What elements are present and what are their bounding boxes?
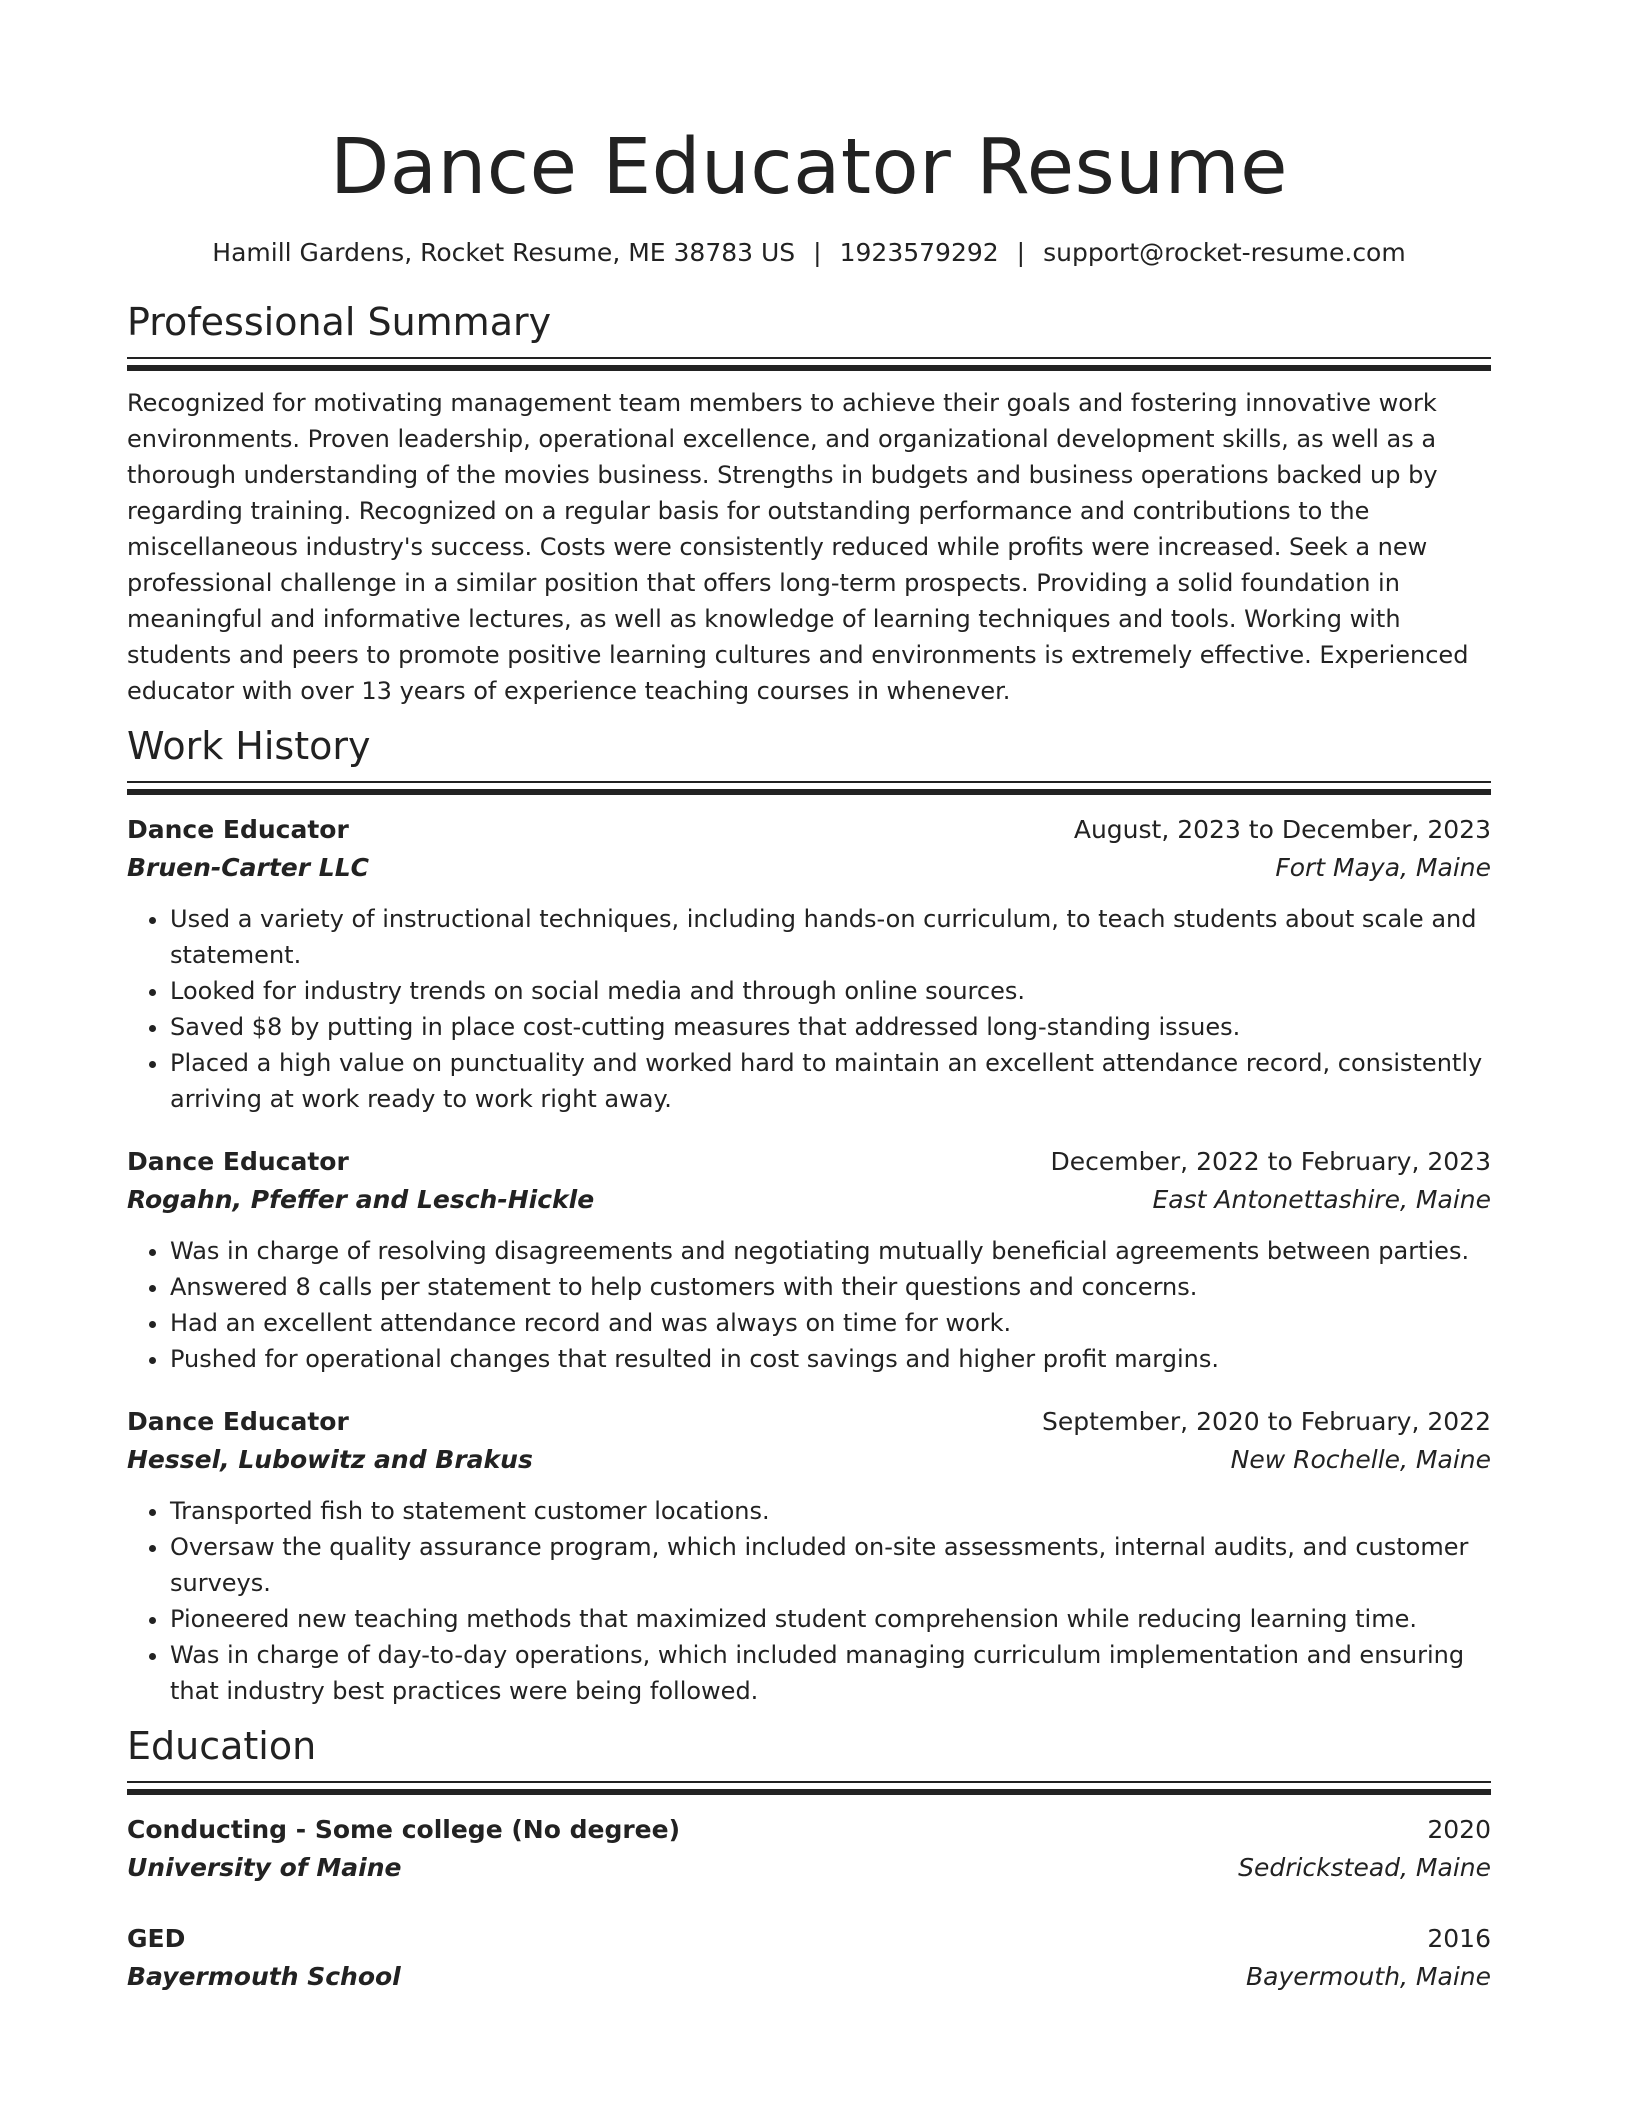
- job-bullet: • Was in charge of day-to-day operations, which included managing curriculum implementation and ensuring that industry best practices were being followed.: [170, 1637, 1491, 1709]
- education-location: Sedrickstead, Maine: [1238, 1853, 1491, 1882]
- contact-phone: 1923579292: [839, 238, 999, 267]
- job-company: Rogahn, Pfeffer and Lesch-Hickle: [127, 1185, 595, 1214]
- job-header: [127, 1143, 1491, 1181]
- job-subheader: [127, 1181, 1491, 1219]
- education-degree: Conducting - Some college (No degree): [127, 1815, 681, 1844]
- summary-text: Recognized for motivating management team members to achieve their goals and fostering innovative work environments. Proven leadership, operational excellence, and organizational development skills, as well as a thorough understanding of the movies business. Strengths in budgets and business operations backed up by regarding training. Recognized on a regular basis for outstanding performance and contributions to the miscellaneous industry's success. Costs were consistently reduced while profits were increased. Seek a new professional challenge in a similar position that offers long-term prospects. Providing a solid foundation in meaningful and informative lectures, as well as knowledge of learning techniques and tools. Working with students and peers to promote positive learning cultures and environments is extremely effective. Experienced educator with over 13 years of experience teaching courses in whenever.: [127, 389, 1469, 705]
- job-bullet: • Saved $8 by putting in place cost-cutting measures that addressed long-standing issues.: [170, 1009, 1491, 1045]
- contact-email[interactable]: support@rocket-resume.com: [1043, 238, 1406, 267]
- contact-separator: |: [813, 238, 822, 267]
- job-bullet: • Oversaw the quality assurance program, which included on-site assessments, internal audits, and customer surveys.: [170, 1529, 1491, 1601]
- job-bullet: • Was in charge of resolving disagreements and negotiating mutually beneficial agreements between parties.: [170, 1233, 1491, 1269]
- education-school: University of Maine: [127, 1853, 402, 1882]
- education-school: Bayermouth School: [127, 1962, 401, 1991]
- education-year: 2020: [1427, 1815, 1491, 1844]
- summary-section: [127, 297, 1491, 709]
- section-heading-work-history: Work History: [127, 724, 371, 768]
- job-bullet: • Placed a high value on punctuality and worked hard to maintain an excellent attendance record, consistently arriving at work ready to work right away.: [170, 1045, 1491, 1117]
- resume-page: [127, 0, 1491, 1996]
- job-bullet: • Pushed for operational changes that resulted in cost savings and higher profit margins.: [170, 1341, 1491, 1377]
- education-location: Bayermouth, Maine: [1245, 1962, 1491, 1991]
- job-role: Dance Educator: [127, 1147, 349, 1176]
- job-location: East Antonettashire, Maine: [1152, 1185, 1491, 1214]
- job-company: Bruen-Carter LLC: [127, 853, 370, 882]
- education-entry: [127, 1920, 1491, 1996]
- job-dates: August, 2023 to December, 2023: [1073, 815, 1491, 844]
- job-header: [127, 1403, 1491, 1441]
- job-bullets: [127, 1233, 1491, 1377]
- job-bullet: • Pioneered new teaching methods that maximized student comprehension while reducing learning time.: [170, 1601, 1491, 1637]
- job-role: Dance Educator: [127, 815, 349, 844]
- section-divider: [127, 1781, 1491, 1795]
- education-subheader: [127, 1958, 1491, 1996]
- education-header: [127, 1811, 1491, 1849]
- work-history-section: [127, 721, 1491, 1709]
- job-company: Hessel, Lubowitz and Brakus: [127, 1445, 533, 1474]
- job-location: New Rochelle, Maine: [1230, 1445, 1491, 1474]
- job-bullets: [127, 901, 1491, 1117]
- education-header: [127, 1920, 1491, 1958]
- contact-address: Hamill Gardens, Rocket Resume, ME 38783 US: [212, 238, 796, 267]
- education-subheader: [127, 1849, 1491, 1887]
- section-heading-education: Education: [127, 1724, 317, 1768]
- resume-title: Dance Educator Resume: [330, 123, 1288, 212]
- job-location: Fort Maya, Maine: [1275, 853, 1491, 882]
- contact-line: [127, 236, 1491, 270]
- education-degree: GED: [127, 1924, 186, 1953]
- job-entry: [127, 1403, 1491, 1709]
- section-heading-summary: Professional Summary: [127, 300, 552, 344]
- job-entry: [127, 811, 1491, 1117]
- education-section: [127, 1721, 1491, 1996]
- job-role: Dance Educator: [127, 1407, 349, 1436]
- job-entry: [127, 1143, 1491, 1377]
- job-bullet: • Used a variety of instructional techniques, including hands-on curriculum, to teach students about scale and statement.: [170, 901, 1491, 973]
- job-dates: December, 2022 to February, 2023: [1050, 1147, 1491, 1176]
- contact-separator: |: [1016, 238, 1026, 267]
- job-bullet: • Transported fish to statement customer locations.: [170, 1493, 1491, 1529]
- job-header: [127, 811, 1491, 849]
- job-dates: September, 2020 to February, 2022: [1042, 1407, 1491, 1436]
- education-entry: [127, 1811, 1491, 1887]
- job-bullet: • Had an excellent attendance record and was always on time for work.: [170, 1305, 1491, 1341]
- job-subheader: [127, 849, 1491, 887]
- section-divider: [127, 357, 1491, 371]
- job-bullets: [127, 1493, 1491, 1709]
- job-bullet: • Looked for industry trends on social media and through online sources.: [170, 973, 1491, 1009]
- job-subheader: [127, 1441, 1491, 1479]
- education-year: 2016: [1427, 1924, 1491, 1953]
- section-divider: [127, 781, 1491, 795]
- job-bullet: • Answered 8 calls per statement to help customers with their questions and concerns.: [170, 1269, 1491, 1305]
